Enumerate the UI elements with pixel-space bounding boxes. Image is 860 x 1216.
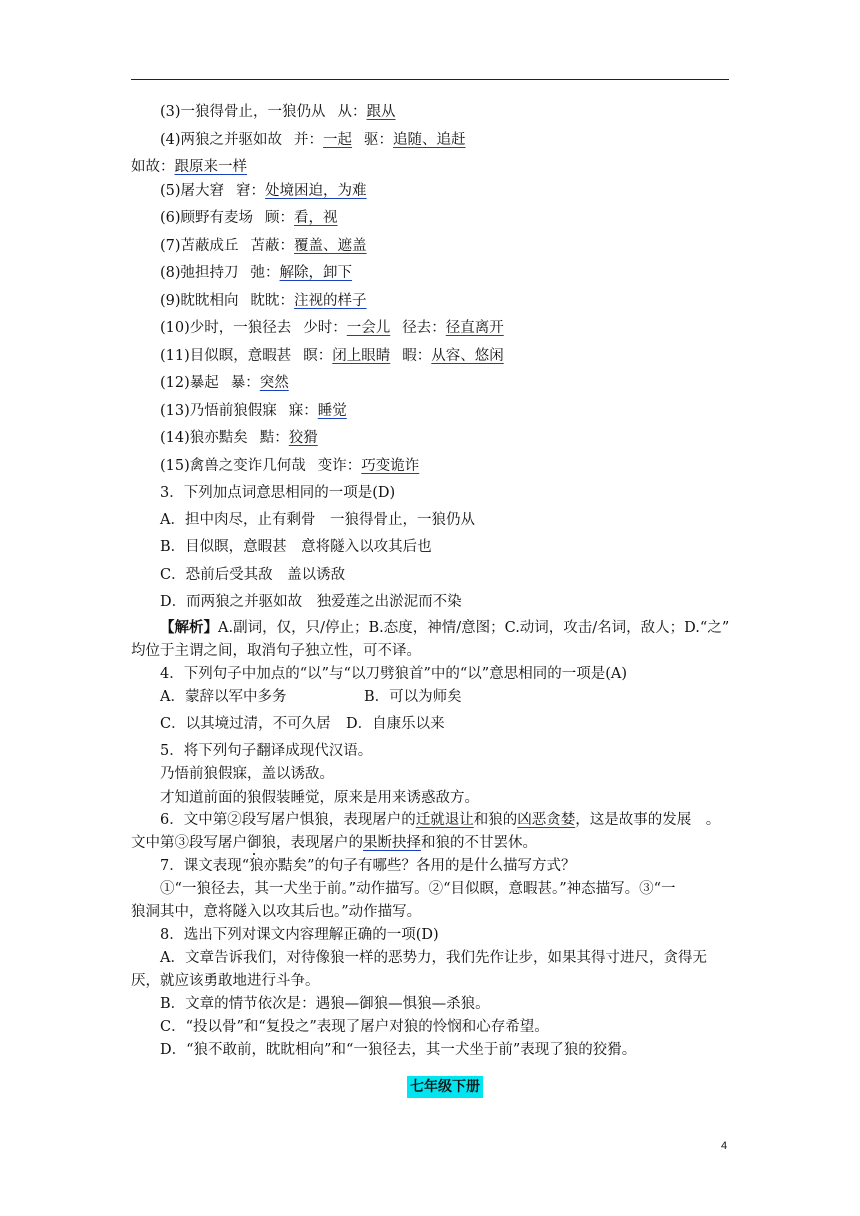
q6-text: 狼，表现屠户的 [261, 835, 363, 851]
vocab-answer: 巧变诡诈 [361, 458, 420, 474]
vocab-prefix: (6)顾野有麦场 [160, 210, 254, 226]
vocab-gloss-2: 径去： [402, 320, 446, 336]
vocab-prefix: (5)屠大窘 [160, 183, 225, 199]
header-rule [131, 79, 729, 80]
source-sentence: 乃悟前狼假寐，盖以诱敌。 [160, 766, 334, 782]
vocab-item-7 [160, 236, 367, 256]
vocab-item-4-cont [131, 157, 247, 177]
page-number: 4 [721, 1140, 728, 1152]
vocab-prefix: (7)苫蔽成丘 [160, 238, 239, 254]
vocab-gloss: 少时： [303, 320, 347, 336]
dotted-char: 御 [247, 835, 262, 851]
option-d: D．自康乐以来 [346, 716, 445, 732]
vocab-answer: 突然 [259, 375, 289, 391]
vocab-answer-2: 从容、悠闲 [431, 348, 504, 364]
vocab-answer: 一起 [323, 132, 353, 148]
q6-text: 和狼的不甘罢休。 [421, 835, 537, 851]
vocab-prefix: (12)暴起 [160, 375, 219, 391]
option-b: B．目似瞑，意暇甚 意将隧入以攻其后也 [160, 539, 432, 555]
analysis-label: 【解析】 [160, 619, 218, 636]
analysis-line-2: 均位于主谓之间，取消句子独立性，可不译。 [131, 643, 421, 659]
vocab-gloss: 瞑： [303, 348, 333, 364]
translation: 才知道前面的狼假装睡觉，原来是用来诱惑敌方。 [160, 790, 479, 806]
option-d: D．“狼不敢前，眈眈相向”和“一狼径去，其一犬坐于前”表现了狼的狡猾。 [160, 1042, 637, 1058]
option-a: A．蒙辞以军中多务 [160, 689, 287, 705]
vocab-item-9 [160, 291, 367, 311]
vocab-item-6 [160, 208, 338, 228]
q6-text: 和狼的 [473, 812, 518, 828]
answer-line-2: 狼洞其中，意将隧入以攻其后也。”动作描写。 [131, 904, 422, 920]
vocab-gloss: 弛： [250, 265, 280, 281]
question-stem: 3．下列加点词意思相同的一项是(D) [160, 485, 396, 501]
option-a-line-2: 厌，就应该勇敢地进行斗争。 [131, 973, 320, 989]
vocab-gloss: 并： [294, 132, 324, 148]
fill-answer: 迁就退让 [415, 812, 474, 828]
vocab-answer: 闭上眼睛 [332, 348, 391, 364]
vocab-prefix: (15)禽兽之变诈几何哉 [160, 458, 306, 474]
vocab-gloss-2: 驱： [364, 132, 394, 148]
vocab-gloss: 顾： [265, 210, 295, 226]
vocab-gloss: 变诈： [317, 458, 362, 474]
vocab-prefix: (13)乃悟前狼假寐 [160, 403, 277, 419]
vocab-gloss: 暴： [230, 375, 260, 391]
vocab-prefix: (4)两狼之并驱如故 [160, 132, 283, 148]
vocab-item-5 [160, 181, 367, 201]
analysis-text: A.副词，仅，只/停止；B.态度，神情/意图；C.动词，攻击/名词，敌人；D.“之” [218, 620, 730, 636]
analysis-line-1 [160, 618, 729, 638]
vocab-answer: 狡猾 [288, 430, 318, 446]
q6-text: 6．文中第②段写屠户惧狼，表现屠户的 [160, 812, 416, 828]
vocab-gloss: 从： [337, 104, 367, 120]
vocab-item-3 [160, 102, 396, 122]
option-a-line-1: A．文章告诉我们，对待像狼一样的恶势力，我们先作让步，如果其得寸进尺，贪得无 [160, 950, 707, 966]
vocab-item-13 [160, 401, 347, 421]
vocab-gloss: 黠： [259, 430, 289, 446]
question-stem: 8．选出下列对课文内容理解正确的一项(D) [160, 927, 439, 943]
vocab-prefix: 如故： [131, 159, 175, 175]
vocab-gloss: 苫蔽： [250, 238, 295, 254]
vocab-gloss: 窘： [236, 183, 266, 199]
vocab-item-14 [160, 428, 318, 448]
option-c: C．以其境过清，不可久居 [160, 716, 331, 732]
vocab-prefix: (9)眈眈相向 [160, 293, 239, 309]
vocab-answer: 一会儿 [346, 320, 391, 336]
q6-line-2 [131, 833, 537, 853]
option-d: D．而两狼之并驱如故 独爱莲之出淤泥而不染 [160, 594, 462, 610]
vocab-gloss: 寐： [288, 403, 318, 419]
vocab-prefix: (10)少时，一狼径去 [160, 320, 292, 336]
vocab-prefix: (14)狼亦黠矣 [160, 430, 248, 446]
q6-text: 文中第③段写屠户 [131, 835, 247, 851]
vocab-answer: 覆盖、遮盖 [294, 238, 367, 254]
question-stem: 4．下列句子中加点的“以”与“以刀劈狼首”中的“以”意思相同的一项是(A) [160, 666, 627, 682]
vocab-answer: 注视的样子 [294, 293, 367, 309]
vocab-item-15 [160, 456, 419, 476]
option-a: A．担中肉尽，止有剩骨 一狼得骨止，一狼仍从 [160, 512, 475, 528]
fill-answer: 凶恶贪婪 [517, 812, 576, 828]
vocab-prefix: (8)弛担持刀 [160, 265, 239, 281]
vocab-answer: 睡觉 [317, 403, 347, 419]
q6-line-1 [160, 810, 720, 830]
vocab-item-8 [160, 263, 352, 283]
vocab-gloss: 眈眈： [250, 293, 295, 309]
vocab-gloss-2: 暇： [402, 348, 432, 364]
fill-answer: 果断抉择 [363, 835, 421, 851]
option-b: B．可以为师矣 [364, 689, 462, 705]
vocab-item-11 [160, 346, 504, 366]
vocab-item-10 [160, 318, 504, 338]
vocab-item-12 [160, 373, 289, 393]
vocab-answer: 看，视 [294, 210, 338, 226]
answer-line-1: ①“一狼径去，其一犬坐于前。”动作描写。②“目似瞑，意暇甚。”神态描写。③“一 [160, 881, 676, 897]
vocab-prefix: (11)目似瞑，意暇甚 [160, 348, 292, 364]
q6-text: ，这是故事的发展 。 [575, 812, 721, 828]
vocab-answer: 处境困迫，为难 [265, 183, 367, 199]
vocab-answer: 跟原来一样 [174, 159, 247, 175]
vocab-answer: 解除，卸下 [279, 265, 353, 281]
vocab-answer-2: 追随、追赶 [393, 132, 466, 148]
vocab-prefix: (3)一狼得骨止，一狼仍从 [160, 104, 326, 120]
option-c: C．恐前后受其敌 盖以诱敌 [160, 567, 346, 583]
section-tag: 七年级下册 [407, 1076, 483, 1098]
question-stem: 7．课文表现“狼亦黠矣”的句子有哪些？各用的是什么描写方式？ [160, 858, 576, 874]
question-stem: 5．将下列句子翻译成现代汉语。 [160, 743, 373, 759]
vocab-answer: 跟从 [366, 104, 396, 120]
vocab-item-4 [160, 130, 466, 150]
option-c: C．“投以骨”和“复投之”表现了屠户对狼的怜悯和心存希望。 [160, 1019, 549, 1035]
vocab-answer-2: 径直离开 [445, 320, 504, 336]
option-b: B．文章的情节依次是：遇狼—御狼—惧狼—杀狼。 [160, 996, 490, 1012]
